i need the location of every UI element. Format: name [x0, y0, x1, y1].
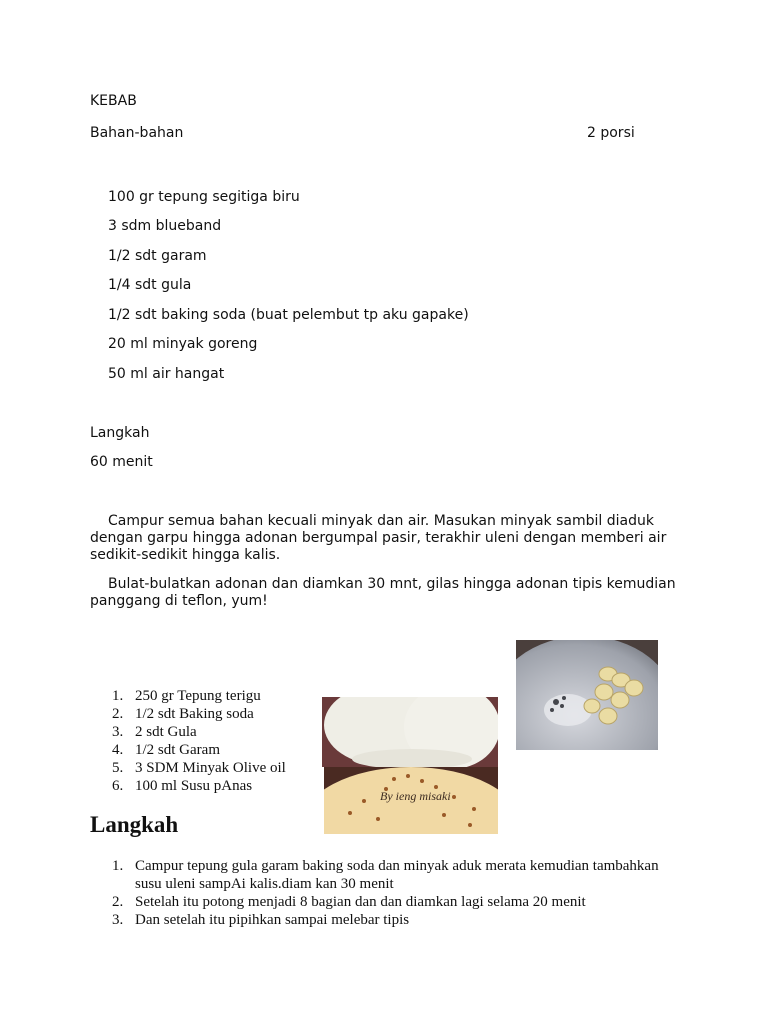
steps-heading: Langkah [90, 425, 150, 441]
step-paragraph: Campur semua bahan kecuali minyak dan air. Masukan minyak sambil diaduk dengan garpu hingga adonan bergumpal pasir, terakhir uleni dengan memberi air sedikit-sedikit hingga kalis. [90, 513, 667, 563]
list-item: 1. 250 gr Tepung terigu [112, 688, 261, 704]
list-item: 2. Setelah itu potong menjadi 8 bagian dan dan diamkan lagi selama 20 menit [112, 894, 586, 910]
ingredient-item: 1/4 sdt gula [108, 277, 192, 293]
ingredient-item: 100 gr tepung segitiga biru [108, 189, 300, 205]
list-item: 3. Dan setelah itu pipihkan sampai melebar tipis [112, 912, 410, 928]
cooked-flatbread-photo [324, 767, 498, 834]
ingredient-item: 1/2 sdt baking soda (buat pelembut tp aku gapake) [108, 307, 469, 323]
steps-list-numbered [90, 857, 680, 929]
duration: 60 menit [90, 454, 153, 470]
list-item: 3. 2 sdt Gula [112, 724, 197, 740]
step-paragraph: Bulat-bulatkan adonan dan diamkan 30 mnt, gilas hingga adonan tipis kemudian panggang di teflon, yum! [90, 576, 676, 609]
flat-dough-photo [322, 697, 498, 767]
ingredient-item: 20 ml minyak goreng [108, 336, 258, 352]
recipe-title: KEBAB [90, 93, 137, 109]
ingredient-item: 3 sdm blueband [108, 218, 222, 234]
list-item: 5. 3 SDM Minyak Olive oil [112, 760, 286, 776]
steps-heading-bold: Langkah [90, 812, 179, 837]
list-item: 1. Campur tepung gula garam baking soda dan minyak aduk merata kemudian tambahkan susu uleni sampAi kalis.diam kan 30 menit [112, 858, 659, 892]
ingredients-heading: Bahan-bahan [90, 125, 184, 141]
ingredient-list-numbered [90, 687, 286, 795]
list-item: 6. 100 ml Susu pAnas [112, 778, 253, 794]
dough-rolls-photo [516, 640, 658, 750]
ingredient-item: 50 ml air hangat [108, 366, 225, 382]
ingredient-item: 1/2 sdt garam [108, 248, 207, 264]
servings: 2 porsi [587, 125, 635, 141]
photo-caption: By ieng misaki [380, 789, 451, 803]
list-item: 4. 1/2 sdt Garam [112, 742, 220, 758]
list-item: 2. 1/2 sdt Baking soda [112, 706, 254, 722]
